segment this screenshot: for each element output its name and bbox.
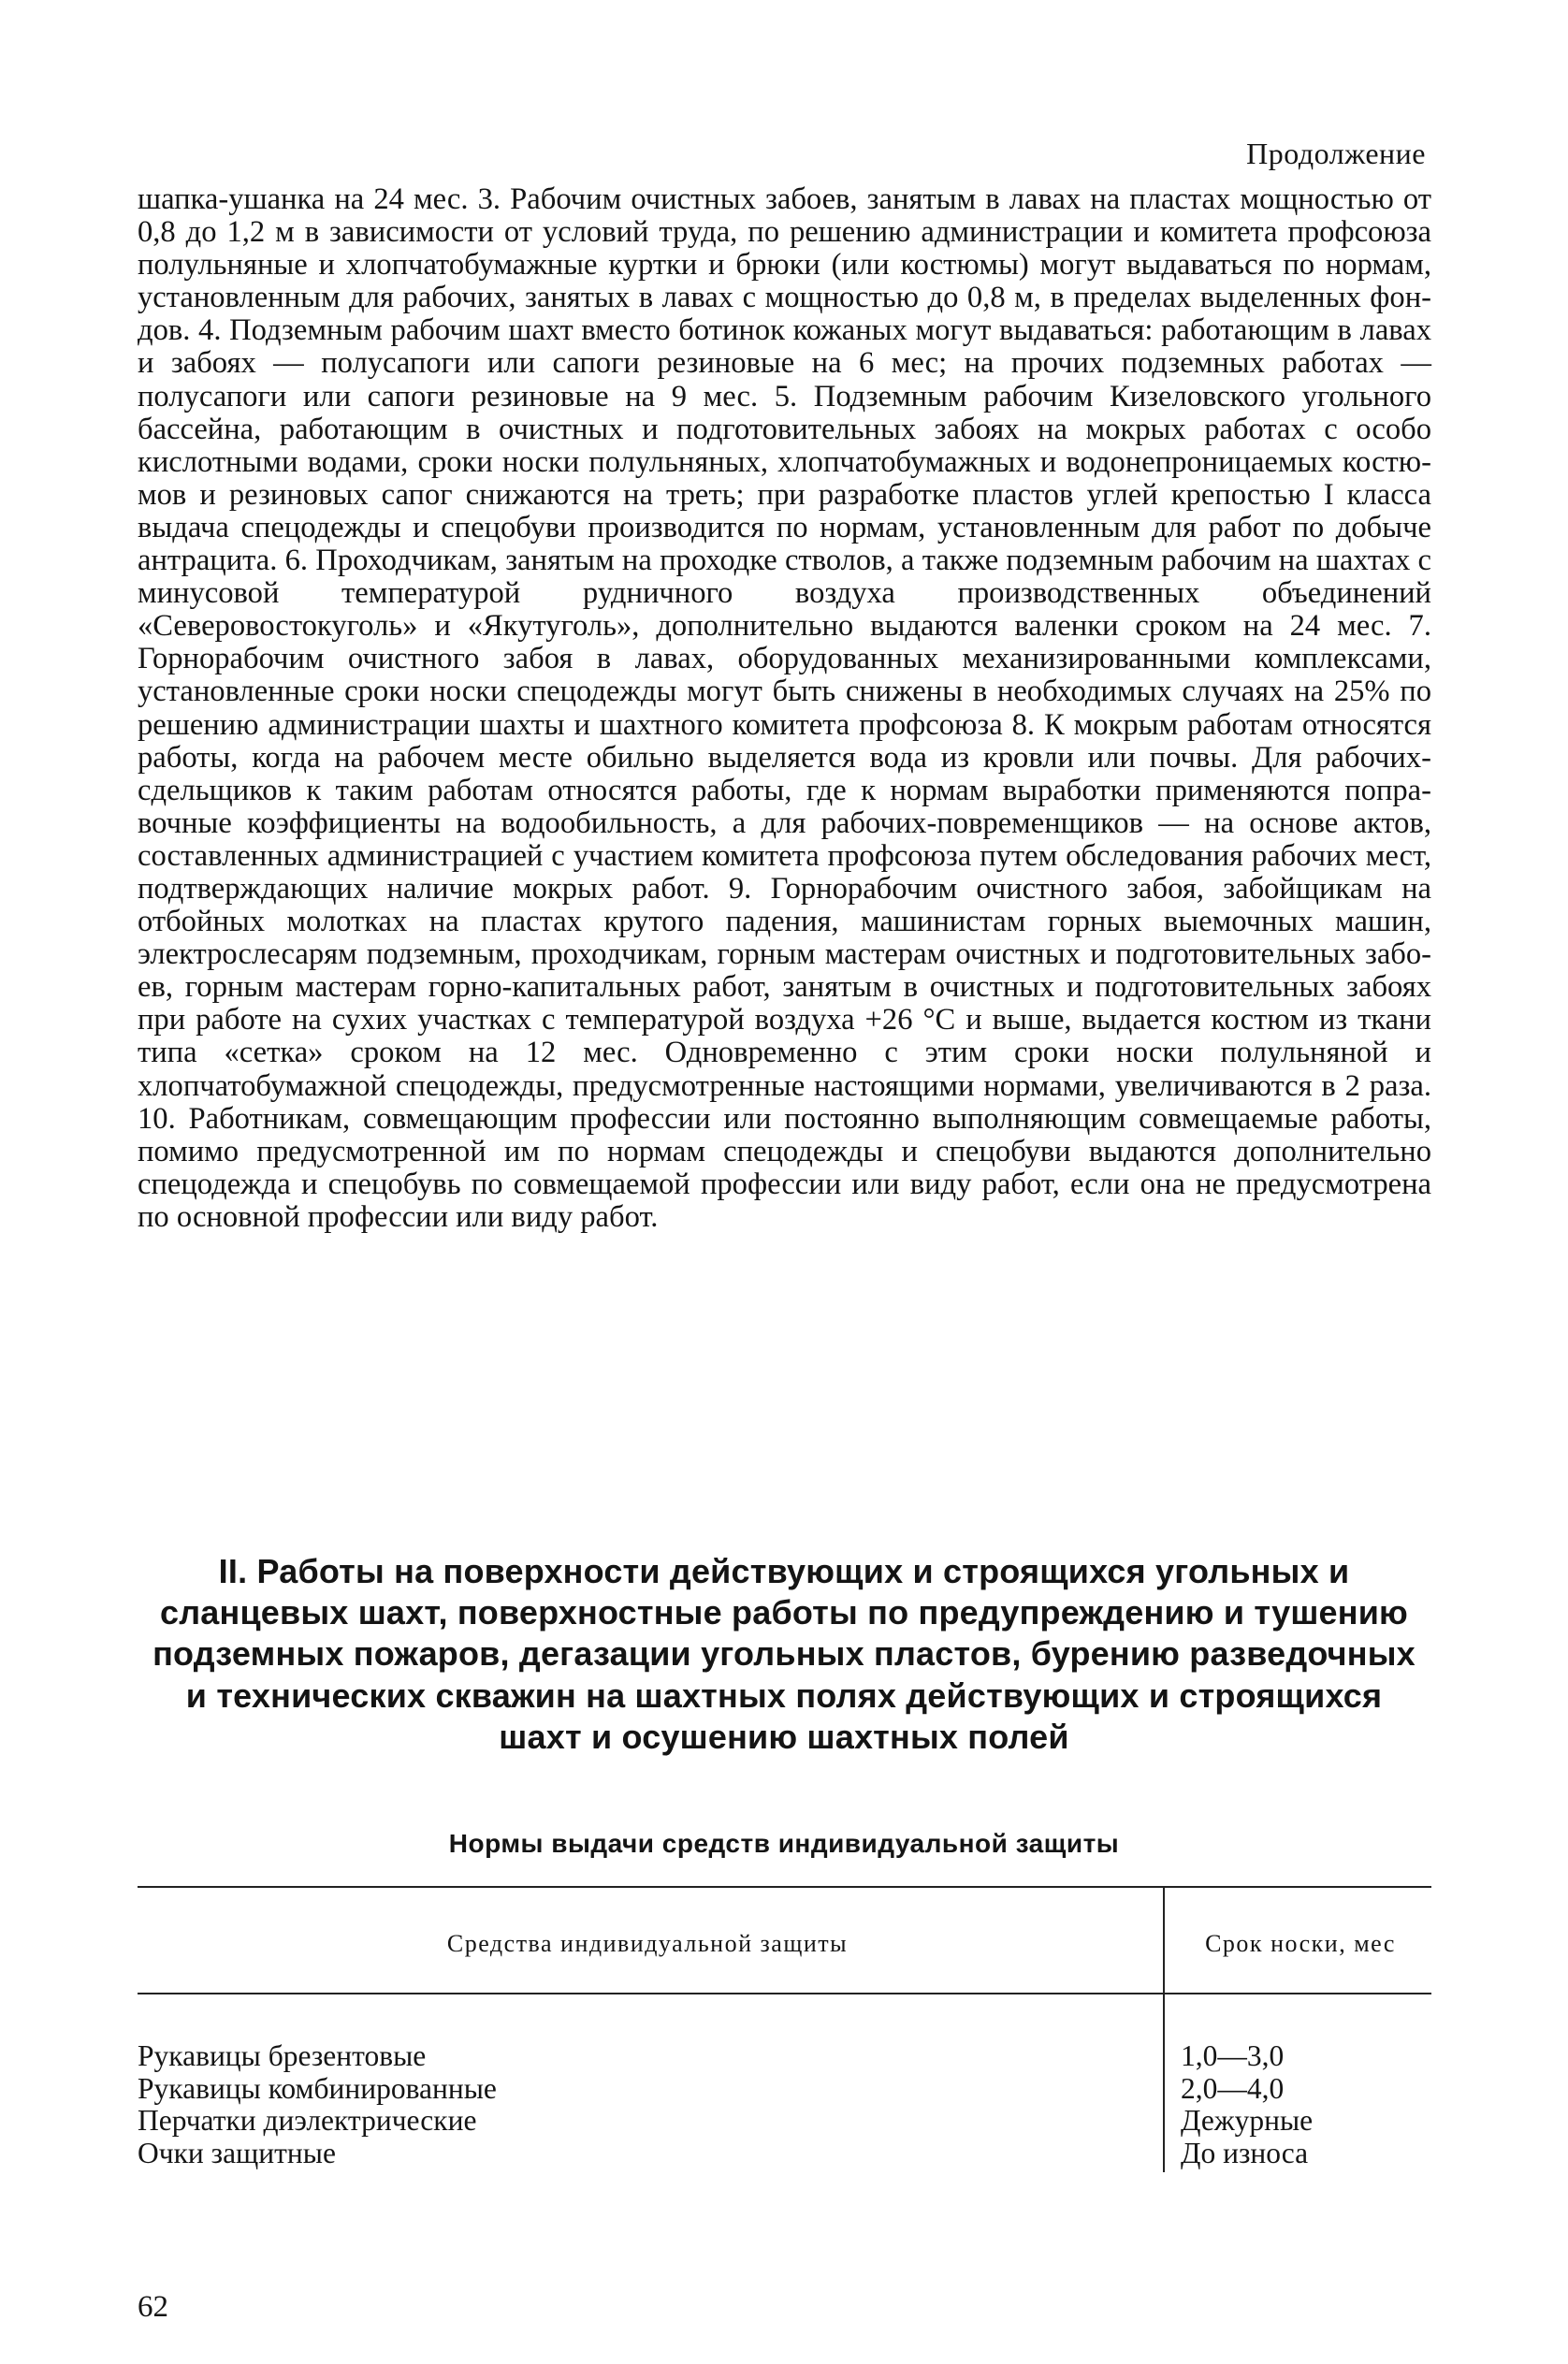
- table-title: Нормы выдачи средств индивидуальной защиты: [448, 1829, 1120, 1858]
- ppe-column: [138, 2040, 1148, 2169]
- table-header-rule: [138, 1993, 1431, 1994]
- wear-period-column: [1181, 2040, 1424, 2169]
- table-header-divider: [1163, 1888, 1165, 1993]
- body-text: шапка-ушанка на 24 мес. 3. Рабочим очистных забоев, занятым в лавах на пластах мощностью от 0,8 до 1,2 м в зависимости от условий труда, по решению администрации и комитета профсоюза полульняные и хлопчатобумажные куртки и брюки (или костюмы) могут выдаваться по нормам, установленным для рабочих, занятых в лавах с мощностью до 0,8 м, в пределах выделенных фондов. 4. Подземным рабочим шахт вместо ботинок кожаных могут выдаваться: работающим в лавах и забоях — полусапоги или сапоги резиновые на 6 мес; на прочих подземных работах — полусапоги или сапоги резиновые на 9 мес. 5. Подземным рабочим Кизеловского угольного бассейна, работающим в очистных и подготовительных забоях на мокрых работах с особо кислотными водами, сроки носки полульняных, хлопчатобумажных и водонепроницаемых костюмов и резиновых сапог снижаются на треть; при разработке пластов углей крепостью I класса выдача спецодежды и спецобуви производится по нормам, установленным для работ по добыче антрацита. 6. Проходчикам, занятым на проходке стволов, а также подземным рабочим на шахтах с минусовой температурой рудничного воздуха производственных объединений «Северовостокуголь» и «Якутуголь», дополнительно выдаются валенки сроком на 24 мес. 7. Горнорабочим очистного забоя в лавах, оборудованных механизированными комплексами, установленные сроки носки спецодежды могут быть снижены в необходимых случаях на 25% по решению администрации шахты и шахтного комитета профсоюза 8. К мокрым работам относятся работы, когда на рабочем месте обильно выделяется вода из кровли или почвы. Для рабочих-сдельщиков к таким работам относятся работы, где к нормам выработки применяются поправочные коэффициенты на водообильность, а для рабочих-повременщиков — на основе актов, составленных администрацией с участием комитета профсоюза путем обследования рабочих мест, подтверждающих наличие мокрых работ. 9. Горнорабочим очистного забоя, забойщикам на отбойных молотках на пластах крутого падения, машинистам горных выемочных машин, электрослесарям подземным, проходчикам, горным мастерам очистных и подготовительных забоев, горным мастерам горно-капитальных работ, занятым в очистных и подготовительных забоях при работе на сухих участках с температурой воздуха +26 °С и выше, выдается костюм из ткани типа «сетка» сроком на 12 мес. Одновременно с этим сроки носки полульняной и хлопчатобумажной спецодежды, предусмотренные настоящими нормами, увеличиваются в 2 раза. 10. Работникам, совмещающим профессии или постоянно выполняющим совмещаемые работы, помимо предусмотренной им по нормам спецодежды и спецобуви выдаются дополнительно спецодежда и спецобувь по совмещаемой профессии или виду работ, если она не предусмотрена по основной профессии или виду работ.: [138, 182, 1431, 1234]
- page-number: 62: [138, 2290, 168, 2324]
- table-cell-item: Очки защитные: [138, 2136, 336, 2169]
- table-cell-item: Рукавицы брезентовые: [138, 2039, 427, 2072]
- table-cell-period: 2,0—4,0: [1181, 2071, 1285, 2105]
- table-cell-item: Перчатки диэлектрические: [138, 2104, 477, 2137]
- table-top-rule: [138, 1886, 1431, 1888]
- section-heading: II. Работы на поверхности действующих и строящихся угольных и сланцевых шахт, поверхностные работы по предупреждению и тушению подземных пожаров, дегазации угольных пластов, бурению разведочных и технических скважин на шахтных полях действующих и строящихся шахт и осушению шахтных полей: [152, 1552, 1416, 1756]
- table-cell-period: 1,0—3,0: [1181, 2039, 1285, 2072]
- column-header-wear-period: Срок носки, мес: [1205, 1930, 1396, 1957]
- column-header-ppe: Средства индивидуальной защиты: [446, 1930, 849, 1957]
- table-cell-period: До износа: [1181, 2136, 1309, 2169]
- table-cell-item: Рукавицы комбинированные: [138, 2071, 497, 2105]
- continuation-label: Продолжение: [1246, 137, 1426, 170]
- table-body-divider: [1163, 1994, 1165, 2172]
- table-cell-period: Дежурные: [1181, 2104, 1314, 2137]
